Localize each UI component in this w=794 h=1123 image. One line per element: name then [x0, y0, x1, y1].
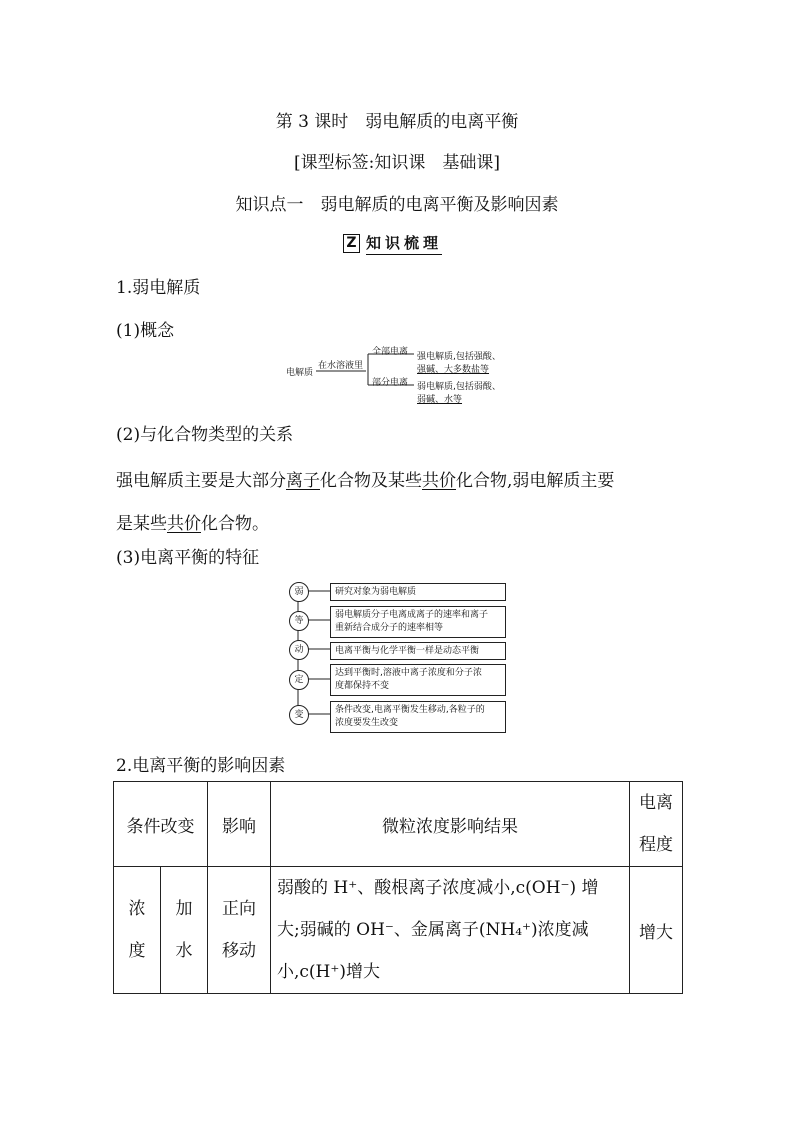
feature-text: 达到平衡时,溶液中离子浓度和分子浓 — [335, 668, 482, 678]
feature-box-weak — [330, 583, 506, 601]
lesson-tags: [课型标签:知识课 基础课] — [294, 153, 500, 173]
heading-relation: (2)与化合物类型的关系 — [116, 425, 294, 445]
th-degree-line1: 电离 — [639, 793, 673, 813]
influence-table — [113, 781, 683, 994]
cell-concentration-b: 度 — [128, 941, 146, 961]
relation-underline-1: 离子 — [286, 471, 320, 491]
diagram-partial: 部分电离 — [372, 378, 409, 388]
feature-text: 重新结合成分子的速率相等 — [335, 623, 444, 633]
cell-add-water — [161, 867, 208, 994]
heading-features: (3)电离平衡的特征 — [116, 548, 260, 568]
diagram-weak-2: 弱碱、水等 — [417, 395, 463, 405]
cell-effect-b: 移动 — [222, 941, 256, 961]
cell-result — [271, 867, 630, 994]
cell-add-water-a: 加 — [175, 899, 193, 919]
heading-weak-electrolyte: 1.弱电解质 — [116, 278, 201, 298]
table-row — [114, 867, 683, 994]
cell-result-1: 弱酸的 H⁺、酸根离子浓度减小,c(OH⁻) 增 — [277, 878, 599, 898]
diagram-branch: 在水溶液里 — [318, 361, 364, 371]
feature-box-dynamic — [330, 642, 506, 660]
diagram-full: 全部电离 — [372, 347, 409, 357]
feature-box-fixed — [330, 664, 506, 696]
feature-text: 研究对象为弱电解质 — [335, 587, 417, 597]
diagram-strong-1: 强电解质,包括强酸、 — [417, 352, 501, 362]
section-title: 知识点一 弱电解质的电离平衡及影响因素 — [235, 195, 559, 215]
heading-concept: (1)概念 — [116, 321, 175, 341]
th-degree — [630, 782, 683, 867]
relation-text-3: 化合物,弱电解质主要 — [456, 471, 615, 491]
feature-box-change — [330, 701, 506, 733]
th-effect: 影响 — [208, 782, 271, 867]
th-result: 微粒浓度影响结果 — [271, 782, 630, 867]
cell-result-2: 大;弱碱的 OH⁻、金属离子(NH₄⁺)浓度减 — [277, 920, 589, 940]
badge-letter-icon: Z — [343, 234, 360, 253]
relation-text-4: 是某些 — [116, 514, 167, 534]
table-header-row — [114, 782, 683, 867]
cell-effect — [208, 867, 271, 994]
feature-text: 浓度要发生改变 — [335, 718, 399, 728]
feature-mark-weak: 弱 — [289, 582, 309, 602]
feature-mark-dynamic: 动 — [289, 640, 309, 660]
feature-text: 弱电解质分子电离成离子的速率和离子 — [335, 610, 489, 620]
lesson-title: 第 3 课时 弱电解质的电离平衡 — [275, 112, 519, 132]
th-condition: 条件改变 — [114, 782, 208, 867]
th-degree-line2: 程度 — [639, 835, 673, 855]
heading-influence: 2.电离平衡的影响因素 — [116, 756, 286, 776]
cell-concentration-a: 浓 — [128, 899, 146, 919]
feature-text: 度都保持不变 — [335, 681, 390, 691]
cell-result-3: 小,c(H⁺)增大 — [277, 962, 380, 982]
feature-box-equal — [330, 606, 506, 638]
relation-text-1: 强电解质主要是大部分 — [116, 471, 286, 491]
relation-text-5: 化合物。 — [201, 514, 269, 534]
feature-mark-change: 变 — [289, 705, 309, 725]
feature-text: 条件改变,电离平衡发生移动,各粒子的 — [335, 705, 485, 715]
feature-mark-equal: 等 — [289, 611, 309, 631]
cell-effect-a: 正向 — [222, 899, 256, 919]
relation-underline-2: 共价 — [422, 471, 456, 491]
diagram-weak-1: 弱电解质,包括弱酸、 — [417, 382, 501, 392]
cell-concentration — [114, 867, 161, 994]
relation-underline-3: 共价 — [167, 514, 201, 534]
badge-text: 知识梳理 — [366, 232, 442, 255]
relation-text-2: 化合物及某些 — [320, 471, 422, 491]
cell-degree: 增大 — [630, 867, 683, 994]
diagram-root: 电解质 — [286, 368, 314, 378]
feature-mark-fixed: 定 — [289, 670, 309, 690]
diagram-strong-2: 强碱、大多数盐等 — [417, 365, 490, 375]
feature-text: 电离平衡与化学平衡一样是动态平衡 — [335, 646, 480, 656]
cell-add-water-b: 水 — [175, 941, 193, 961]
